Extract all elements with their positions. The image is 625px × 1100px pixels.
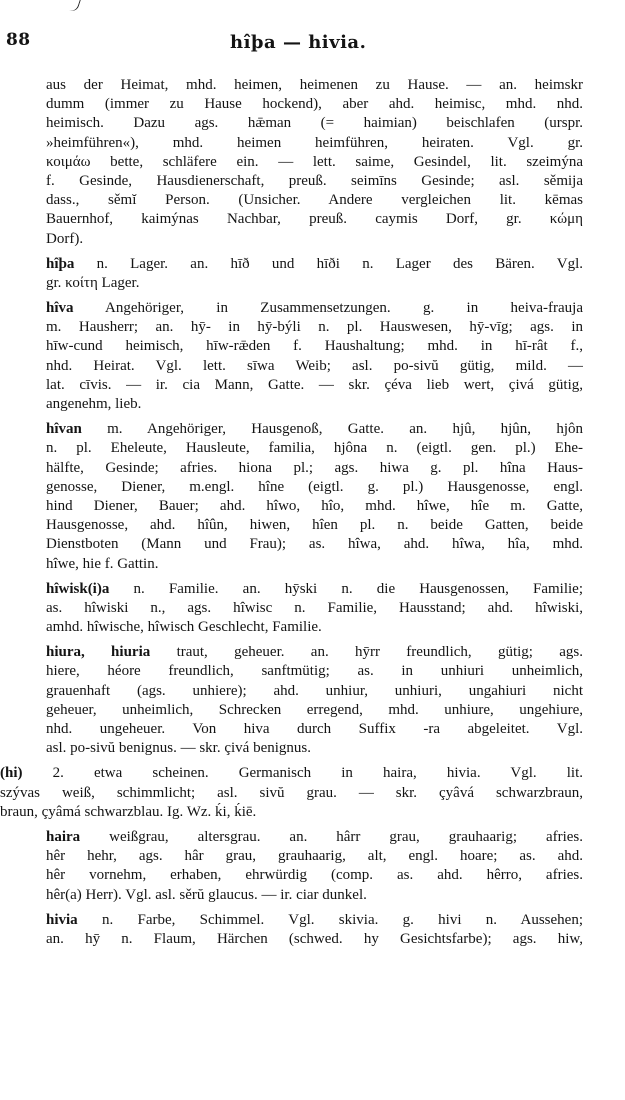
text-line: heimisch. Dazu ags. hǣman (= haimian) beischlafen (urspr. bbox=[46, 115, 583, 132]
text-line: n. pl. Eheleute, Hausleute, familia, hjôna n. (eigtl. gen. pl.) Ehe- bbox=[46, 440, 583, 457]
text-line: f. Gesinde, Hausdienerschaft, preuß. seimīns Gesinde; asl. sěmija bbox=[46, 172, 583, 189]
text-line: hīw-cund heimisch, hīw-rǣden f. Haushaltung; mhd. in hī-rât f., bbox=[46, 338, 583, 355]
text-line: Dorf). bbox=[46, 230, 84, 247]
text-line: asl. po-sivŭ benignus. — skr. çivá benignus. bbox=[46, 740, 311, 757]
headword: (hi) bbox=[0, 765, 23, 782]
text-line: hêr vornehm, erhaben, ehrwürdig (comp. as. ahd. hêrro, afries. bbox=[46, 867, 583, 884]
entry-text: Angehöriger, in Zusammensetzungen. g. in heiva-frauja bbox=[105, 300, 583, 317]
text-line: m. Hausherr; an. hȳ- in hȳ-býli n. pl. Hauswesen, hȳ-vīg; ags. in bbox=[46, 319, 583, 336]
text-line: κοιμάω bette, schläfere ein. — lett. saime, Gesindel, lit. szeimýna bbox=[46, 153, 583, 170]
entry-text: 2. etwa scheinen. Germanisch in haira, hivia. Vgl. lit. bbox=[52, 765, 583, 782]
text-line: an. hȳ n. Flaum, Härchen (schwed. hy Gesichtsfarbe); ags. hiw, bbox=[46, 930, 583, 947]
entry-text: n. Lager. an. hīð und hīði n. Lager des Bären. Vgl. bbox=[96, 255, 583, 272]
text-line: as. hîwiski n., ags. hîwisc n. Familie, Hausstand; ahd. hîwiski, bbox=[46, 599, 583, 616]
text-line: aus der Heimat, mhd. heimen, heimenen zu Hause. — an. heimskr bbox=[46, 77, 583, 93]
dictionary-text bbox=[0, 76, 625, 949]
text-line: lat. cīvis. — ir. cia Mann, Gatte. — skr. çéva lieb wert, çivá gütig, bbox=[46, 376, 583, 393]
entry-first-line bbox=[0, 911, 583, 930]
text-line: braun, çyâmá schwarzblau. Ig. Wz. ḱi, ḱiē. bbox=[0, 803, 257, 820]
page-header bbox=[0, 26, 625, 56]
entry-hiura bbox=[0, 643, 625, 758]
entry-text: traut, geheuer. an. hȳrr freundlich, gütig; ags. bbox=[176, 644, 583, 661]
headword: hivia bbox=[46, 911, 78, 928]
headword: hîwisk(i)a bbox=[46, 580, 110, 597]
entry-first-line bbox=[0, 420, 583, 439]
text-line: hälfte, Gesinde; afries. hiona pl.; ags. hiwa g. pl. hîna Haus- bbox=[46, 459, 583, 476]
entry-text: n. Farbe, Schimmel. Vgl. skivia. g. hivi n. Aussehen; bbox=[101, 911, 583, 928]
text-line: Hausgenosse, ahd. hîûn, hiwen, hîen pl. n. beide Gatten, beide bbox=[46, 517, 583, 534]
text-line: Bauernhof, kaimýnas Nachbar, preuß. caymis Dorf, gr. κώμη bbox=[46, 211, 583, 228]
entry-root-hi-2 bbox=[0, 764, 625, 822]
entry-hiva bbox=[0, 299, 625, 414]
entry-hipa bbox=[0, 255, 625, 293]
entry-first-line bbox=[0, 643, 583, 662]
text-line: Dienstboten (Mann und Frau); as. hîwa, ahd. hîwa, hîa, mhd. bbox=[46, 536, 583, 553]
running-head: hîþa — hivia. bbox=[230, 32, 367, 53]
text-line: angenehm, lieb. bbox=[46, 396, 142, 412]
headword: hiura, hiuria bbox=[46, 644, 151, 661]
text-line: hêr hehr, ags. hâr grau, grauhaarig, alt, engl. hoare; as. ahd. bbox=[46, 848, 583, 865]
text-line: hiere, héore freundlich, sanftmütig; as. in unhiuri unheimlich, bbox=[46, 663, 583, 680]
entry-first-line bbox=[0, 764, 583, 783]
entry-continuation bbox=[0, 76, 625, 249]
entry-hiwiskja bbox=[0, 580, 625, 638]
text-line: grauenhaft (ags. unhiere); ahd. unhiur, unhiuri, ungahiuri nicht bbox=[46, 682, 583, 699]
text-line: hêr(a) Herr). Vgl. asl. sěrŭ glaucus. — ir. ciar dunkel. bbox=[46, 886, 367, 903]
entry-text: m. Angehöriger, Hausgenoß, Gatte. an. hjû, hjûn, hjôn bbox=[107, 421, 583, 438]
text-line: dass., sěmĭ Person. (Unsicher. Andere vergleichen lit. kēmas bbox=[46, 192, 583, 209]
entry-first-line bbox=[0, 828, 583, 847]
entry-haira bbox=[0, 828, 625, 905]
headword: haira bbox=[46, 828, 81, 845]
text-line: geheuer, unheimlich, Schrecken erregend, mhd. unhiure, ungehiure, bbox=[46, 701, 583, 718]
scan-mark-decoration bbox=[68, 0, 81, 13]
entry-first-line bbox=[0, 255, 583, 274]
text-line: nhd. ungeheuer. Von hiva durch Suffix -ra abgeleitet. Vgl. bbox=[46, 721, 583, 737]
text-line: hîwe, hie f. Gattin. bbox=[46, 555, 159, 572]
entry-text: n. Familie. an. hȳski n. die Hausgenossen, Familie; bbox=[133, 580, 583, 597]
text-line: gr. κοίτη Lager. bbox=[46, 274, 140, 291]
text-line: szývas weiß, schimmlicht; asl. sivŭ grau. — skr. çyâvá schwarzbraun, bbox=[0, 784, 583, 801]
entry-text: weißgrau, altersgrau. an. hârr grau, grauhaarig; afries. bbox=[109, 828, 583, 845]
text-line: »heimführen«), mhd. heimen heimführen, heiraten. Vgl. gr. bbox=[46, 134, 583, 151]
headword: hîva bbox=[46, 300, 74, 317]
text-line: dumm (immer zu Hause hockend), aber ahd. heimisc, mhd. nhd. bbox=[46, 96, 583, 113]
page-number: 88 bbox=[6, 30, 31, 50]
text-line: genosse, Diener, m.engl. hîne (eigtl. g. pl.) Hausgenosse, engl. bbox=[46, 478, 583, 495]
headword: hîvan bbox=[46, 421, 82, 438]
entry-first-line bbox=[0, 580, 583, 599]
headword: hîþa bbox=[46, 255, 75, 272]
entry-hivan bbox=[0, 420, 625, 574]
text-line: nhd. Heirat. Vgl. lett. sīwa Weib; asl. po-sivŭ gütig, mild. — bbox=[46, 357, 583, 374]
text-line: amhd. hîwische, hîwisch Geschlecht, Familie. bbox=[46, 619, 322, 636]
text-line: hind Diener, Bauer; ahd. hîwo, hîo, mhd. hîwe, hîe m. Gatte, bbox=[46, 497, 583, 514]
entry-hivia bbox=[0, 911, 625, 949]
entry-first-line bbox=[0, 299, 583, 318]
